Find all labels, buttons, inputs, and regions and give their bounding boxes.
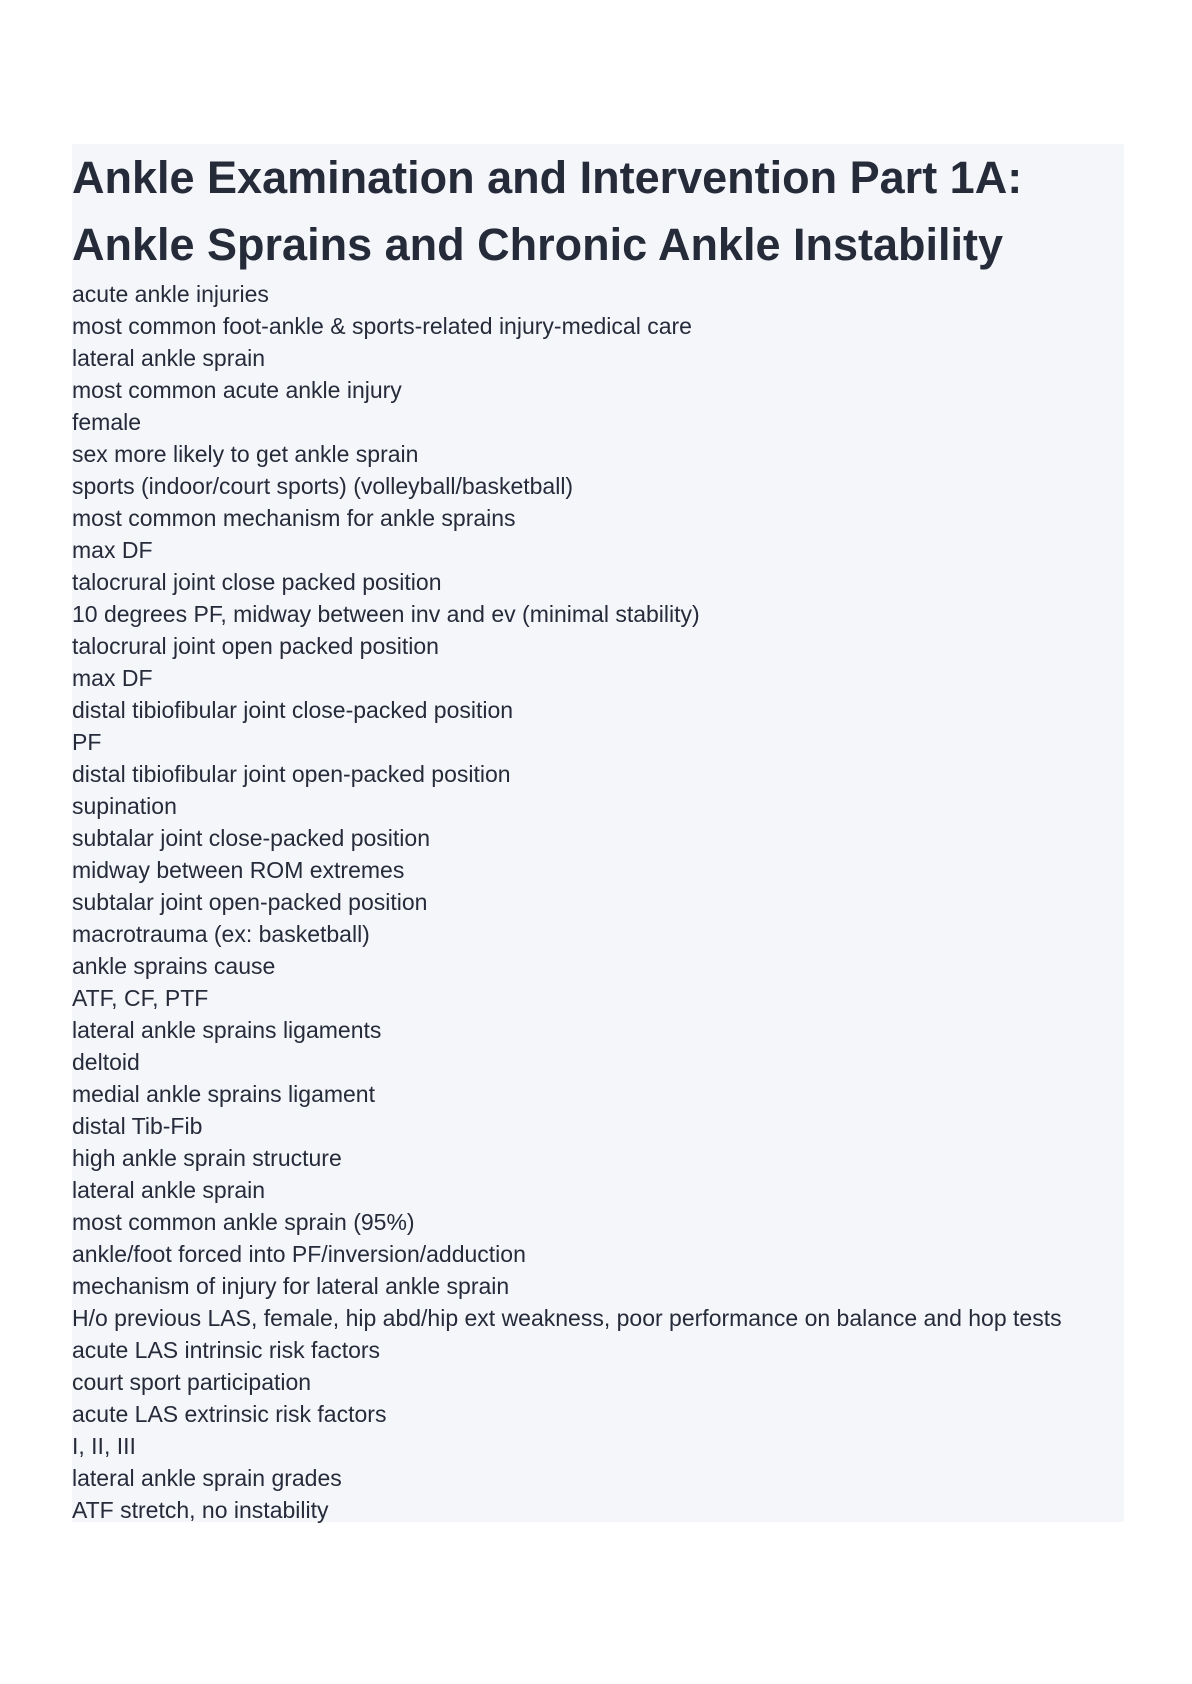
text-line: court sport participation [72,1369,312,1395]
text-line: distal tibiofibular joint close-packed position [72,697,514,723]
text-line: ATF stretch, no instability [72,1497,329,1523]
text-line: most common foot-ankle & sports-related injury-medical care [72,313,692,339]
text-line: I, II, III [72,1433,136,1459]
text-line: high ankle sprain structure [72,1145,342,1171]
text-line: mechanism of injury for lateral ankle sprain [72,1273,510,1299]
document-content [72,144,1124,1522]
text-line: acute ankle injuries [72,281,269,307]
text-line: PF [72,729,102,755]
text-line: distal tibiofibular joint open-packed position [72,761,511,787]
text-line: sex more likely to get ankle sprain [72,441,419,467]
title-line-1: Ankle Examination and Intervention Part 1A: [72,152,1023,203]
text-line: acute LAS extrinsic risk factors [72,1401,387,1427]
text-line: distal Tib-Fib [72,1113,203,1139]
text-line: max DF [72,537,153,563]
text-line: talocrural joint open packed position [72,633,439,659]
title-line-2: Ankle Sprains and Chronic Ankle Instability [72,219,1004,270]
text-line: most common mechanism for ankle sprains [72,505,516,531]
text-line: sports (indoor/court sports) (volleyball/basketball) [72,473,574,499]
text-line: lateral ankle sprain grades [72,1465,342,1491]
text-line: ankle/foot forced into PF/inversion/adduction [72,1241,526,1267]
text-line: 10 degrees PF, midway between inv and ev (minimal stability) [72,601,700,627]
flashcard-lines [72,278,1124,1526]
text-line: talocrural joint close packed position [72,569,442,595]
text-line: female [72,409,142,435]
text-line: H/o previous LAS, female, hip abd/hip ext weakness, poor performance on balance and hop tests [72,1305,1062,1331]
text-line: acute LAS intrinsic risk factors [72,1337,381,1363]
text-line: medial ankle sprains ligament [72,1081,375,1107]
text-line: subtalar joint open-packed position [72,889,428,915]
document-title [72,144,1124,278]
text-line: deltoid [72,1049,140,1075]
text-line: lateral ankle sprain [72,1177,266,1203]
text-line: supination [72,793,177,819]
text-line: midway between ROM extremes [72,857,405,883]
text-line: subtalar joint close-packed position [72,825,430,851]
text-line: lateral ankle sprain [72,345,266,371]
text-line: lateral ankle sprains ligaments [72,1017,382,1043]
text-line: max DF [72,665,153,691]
text-line: most common ankle sprain (95%) [72,1209,415,1235]
text-line: ATF, CF, PTF [72,985,209,1011]
text-line: macrotrauma (ex: basketball) [72,921,370,947]
text-line: ankle sprains cause [72,953,276,979]
text-line: most common acute ankle injury [72,377,402,403]
